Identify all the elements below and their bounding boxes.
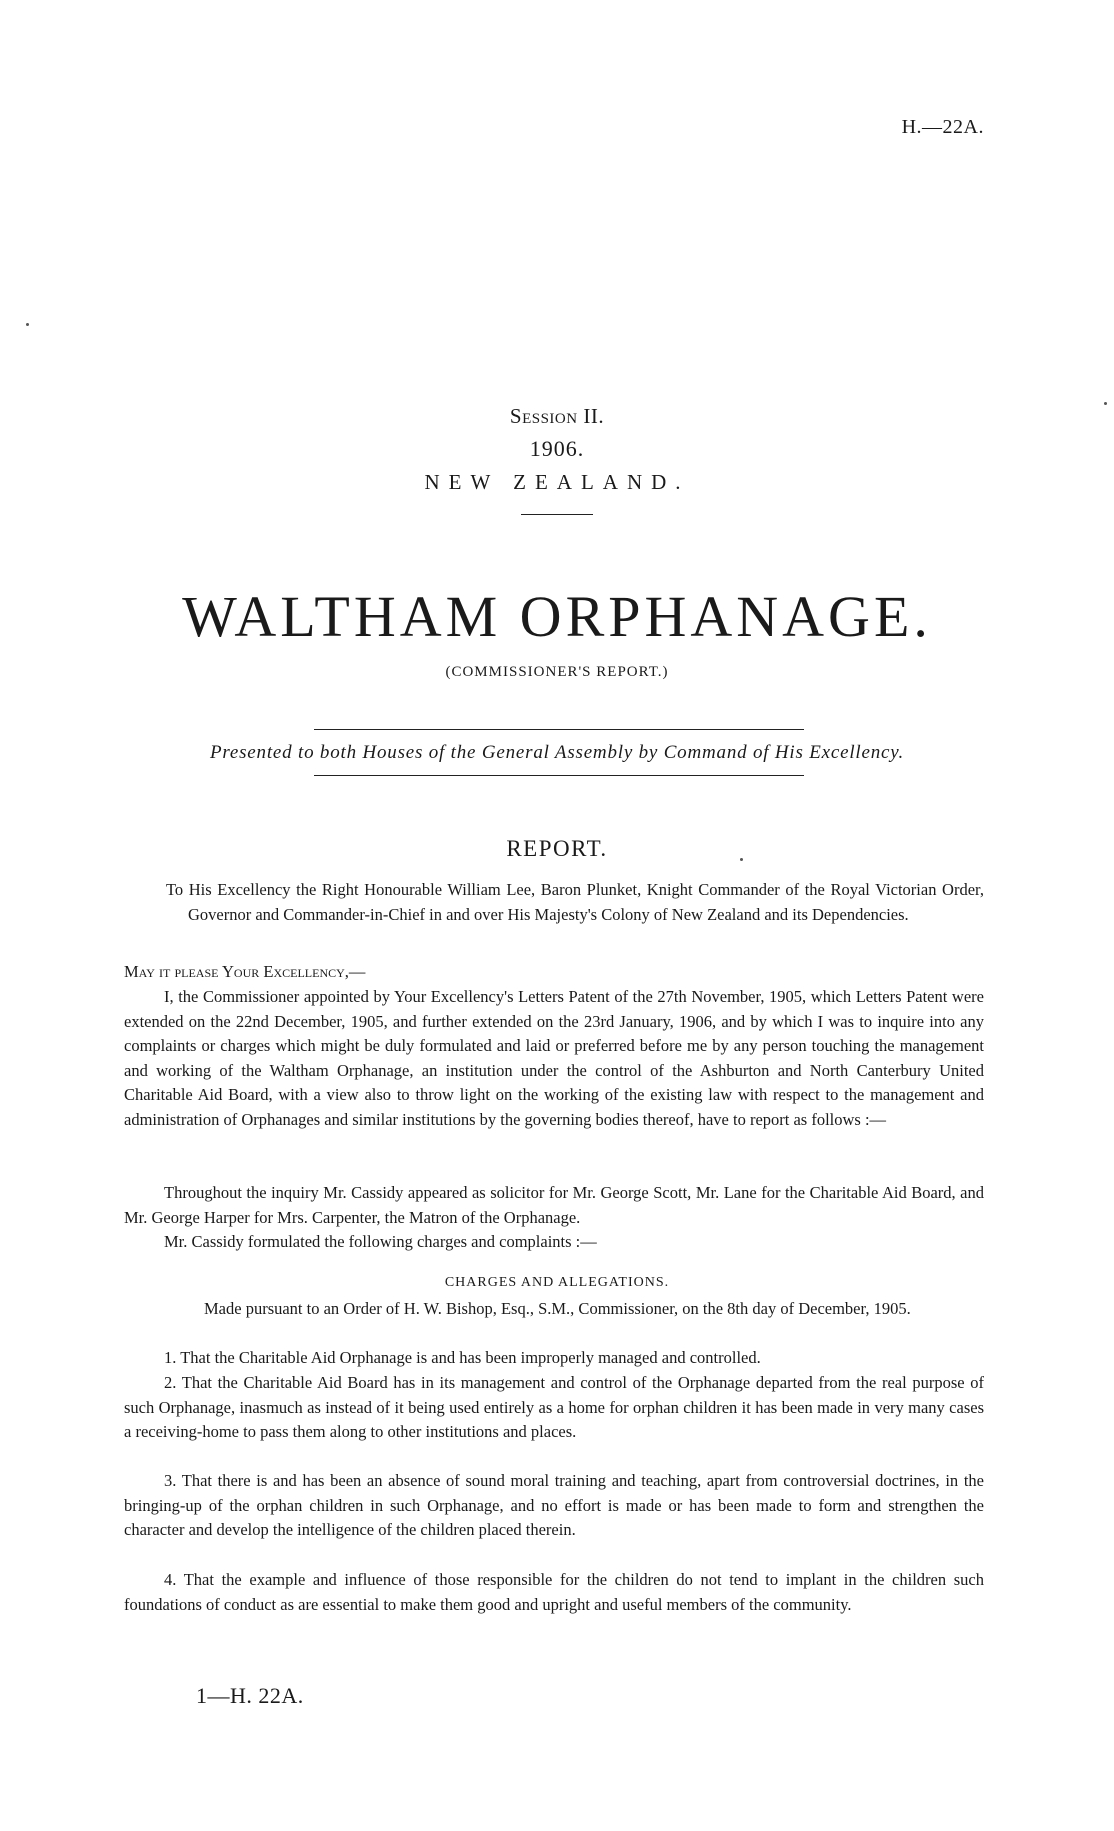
ink-speck xyxy=(26,323,29,326)
charge-item: 2. That the Charitable Aid Board has in its management and control of the Orphanage departed from the real purpose of such Orphanage, inasmuch as instead of it being used entirely as a home for orphan children it has been made in very many cases a receiving-home to pass them along to other institutions and places. xyxy=(124,1373,984,1441)
divider-rule xyxy=(521,514,593,515)
footer-reference: 1—H. 22A. xyxy=(196,1683,304,1708)
session-label: Session II. xyxy=(509,404,605,428)
ink-speck xyxy=(1104,402,1107,405)
report-paragraph: I, the Commissioner appointed by Your Excellency's Letters Patent of the 27th November, 1905, which Letters Patent were extended on the 22nd December, 1905, and further extended on the 23rd January, 1906, and by which I was to inquire into any complaints or charges which might be duly formulated and laid or preferred before me by any person touching the management and working of the Waltham Orphanage, an institution under the control of the Ashburton and North Canterbury United Charitable Aid Board, with a view also to throw light on the working of the existing law with respect to the management and administration of Orphanages and similar institutions by the governing bodies thereof, have to report as follows :— xyxy=(124,987,984,1129)
report-paragraph: Mr. Cassidy formulated the following charges and complaints :— xyxy=(164,1232,597,1251)
presented-line: Presented to both Houses of the General Assembly by Command of His Excellency. xyxy=(209,742,905,763)
charge-item: 4. That the example and influence of those responsible for the children do not tend to implant in the children such foundations of conduct as are essential to make them good and upright and useful members of the community. xyxy=(124,1570,984,1614)
document-subtitle: (COMMISSIONER'S REPORT.) xyxy=(445,664,669,680)
charge-item: 3. That there is and has been an absence of sound moral training and teaching, apart from controversial doctrines, in the bringing-up of the orphan children in such Orphanage, and no effort is made or has been made to form and strengthen the character and develop the intelligence of the children placed therein. xyxy=(124,1471,984,1539)
address-paragraph: To His Excellency the Right Honourable William Lee, Baron Plunket, Knight Commander of the Royal Victorian Order, Governor and Commander-in-Chief in and over His Majesty's Colony of New Zealand and its Dependencies. xyxy=(166,880,984,924)
document-title: WALTHAM ORPHANAGE. xyxy=(182,584,932,649)
report-heading: REPORT. xyxy=(506,836,608,861)
made-pursuant-line: Made pursuant to an Order of H. W. Bishop, Esq., S.M., Commissioner, on the 8th day of December, 1905. xyxy=(204,1299,911,1318)
charges-heading: CHARGES AND ALLEGATIONS. xyxy=(444,1275,670,1290)
divider-rule xyxy=(314,729,804,730)
charge-item: 1. That the Charitable Aid Orphanage is and has been improperly managed and controlled. xyxy=(164,1348,761,1367)
year-label: 1906. xyxy=(529,436,585,461)
page-reference: H.—22A. xyxy=(901,116,984,138)
salutation: May it please Your Excellency,— xyxy=(124,962,366,981)
report-paragraph: Throughout the inquiry Mr. Cassidy appeared as solicitor for Mr. George Scott, Mr. Lane for the Charitable Aid Board, and Mr. George Harper for Mrs. Carpenter, the Matron of the Orphanage. xyxy=(124,1183,984,1227)
country-label: NEW ZEALAND. xyxy=(424,470,690,494)
divider-rule xyxy=(314,775,804,776)
ink-speck xyxy=(740,858,743,861)
